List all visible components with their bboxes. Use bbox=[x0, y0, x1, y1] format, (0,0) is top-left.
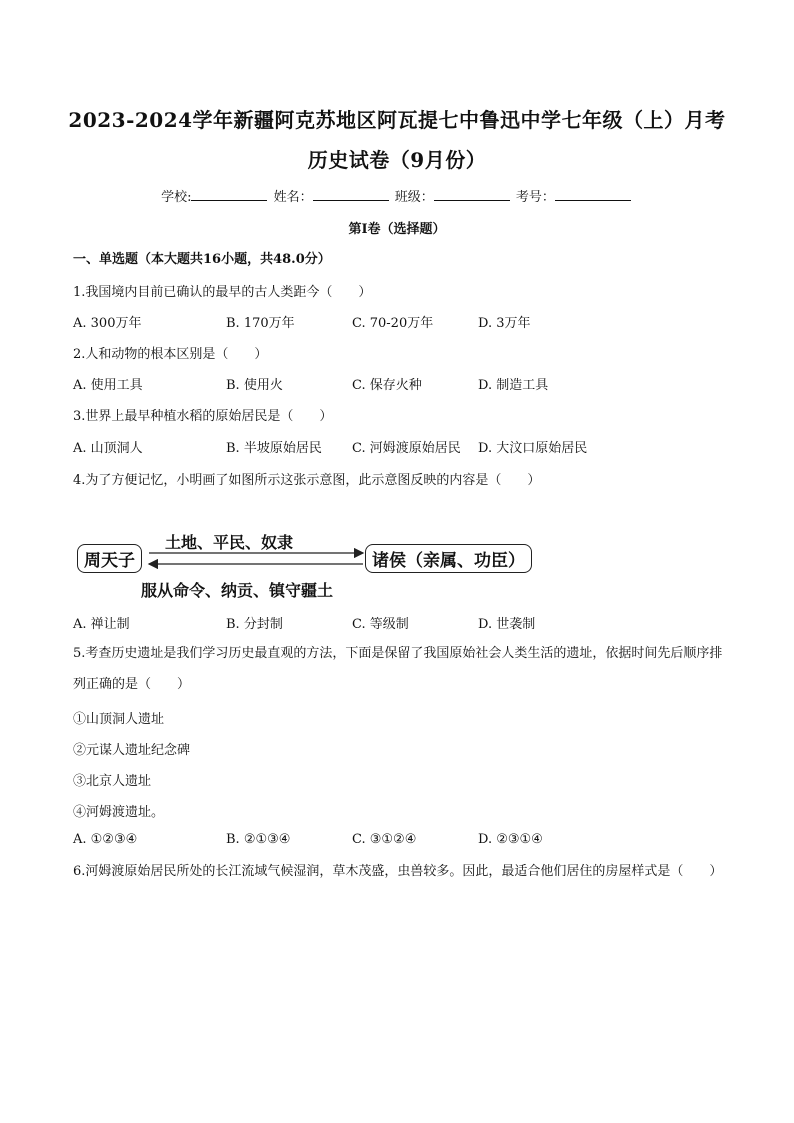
feudal-system-diagram bbox=[73, 524, 543, 604]
diagram-top-arrow-label: 土地、平民、奴隶 bbox=[165, 533, 294, 552]
question-4-stem: 4.为了方便记忆，小明画了如图所示这张示意图，此示意图反映的内容是（ ） bbox=[73, 473, 541, 488]
question-5-item-4: ④河姆渡遗址。 bbox=[73, 805, 165, 820]
question-4-option-d: D. 世袭制 bbox=[478, 617, 536, 632]
diagram-right-box: 诸侯（亲属、功臣） bbox=[365, 544, 532, 573]
question-1-option-a: A. 300万年 bbox=[73, 316, 142, 331]
question-5-option-a: A. ①②③④ bbox=[73, 832, 138, 847]
question-6-stem: 6.河姆渡原始居民所处的长江流域气候湿润，草木茂盛，虫兽较多。因此，最适合他们居住的房屋样式是（ ） bbox=[73, 864, 723, 879]
question-4-option-c: C. 等级制 bbox=[352, 617, 409, 632]
question-3-option-a: A. 山顶洞人 bbox=[73, 441, 143, 456]
name-label: 姓名： bbox=[273, 190, 313, 205]
question-5-item-2: ②元谋人遗址纪念碑 bbox=[73, 743, 191, 758]
question-4-option-a: A. 禅让制 bbox=[73, 617, 130, 632]
question-1-option-d: D. 3万年 bbox=[478, 316, 531, 331]
school-label: 学校: bbox=[161, 190, 192, 205]
name-blank bbox=[313, 188, 389, 201]
section-heading: 一、单选题（本大题共16小题，共48.0分） bbox=[73, 252, 331, 267]
volume-heading: 第Ⅰ卷（选择题） bbox=[348, 222, 446, 237]
question-5-item-3: ③北京人遗址 bbox=[73, 774, 152, 789]
number-label: 考号： bbox=[515, 190, 555, 205]
question-3-option-d: D. 大汶口原始居民 bbox=[478, 441, 588, 456]
exam-title-line-1: 2023-2024学年新疆阿克苏地区阿瓦提七中鲁迅中学七年级（上）月考 bbox=[68, 108, 726, 132]
diagram-bottom-arrow-label: 服从命令、纳贡、镇守疆土 bbox=[141, 581, 334, 600]
question-4-option-b: B. 分封制 bbox=[226, 617, 283, 632]
question-5-stem: 5.考查历史遗址是我们学习历史最直观的方法，下面是保留了我国原始社会人类生活的遗址，依据时间先后顺序排列正确的是（ ） bbox=[73, 646, 723, 692]
question-3-stem: 3.世界上最早种植水稻的原始居民是（ ） bbox=[73, 409, 333, 424]
student-info-row bbox=[0, 186, 794, 205]
school-blank bbox=[191, 188, 267, 201]
question-5-option-c: C. ③①②④ bbox=[352, 832, 417, 847]
question-2-option-a: A. 使用工具 bbox=[73, 378, 143, 393]
class-blank bbox=[434, 188, 510, 201]
question-2-option-d: D. 制造工具 bbox=[478, 378, 549, 393]
question-3-option-c: C. 河姆渡原始居民 bbox=[352, 441, 461, 456]
question-5-item-1: ①山顶洞人遗址 bbox=[73, 712, 165, 727]
question-2-stem: 2.人和动物的根本区别是（ ） bbox=[73, 347, 268, 362]
question-1-stem: 1.我国境内目前已确认的最早的古人类距今（ ） bbox=[73, 285, 372, 300]
diagram-left-box: 周天子 bbox=[77, 544, 142, 573]
class-label: 班级： bbox=[394, 190, 434, 205]
question-5-option-d: D. ②③①④ bbox=[478, 832, 543, 847]
exam-title-line-2: 历史试卷（9月份） bbox=[307, 148, 487, 172]
question-5-option-b: B. ②①③④ bbox=[226, 832, 291, 847]
question-1-option-c: C. 70-20万年 bbox=[352, 316, 434, 331]
question-3-option-b: B. 半坡原始居民 bbox=[226, 441, 322, 456]
question-1-option-b: B. 170万年 bbox=[226, 316, 295, 331]
question-2-option-c: C. 保存火种 bbox=[352, 378, 422, 393]
number-blank bbox=[555, 188, 631, 201]
question-2-option-b: B. 使用火 bbox=[226, 378, 283, 393]
